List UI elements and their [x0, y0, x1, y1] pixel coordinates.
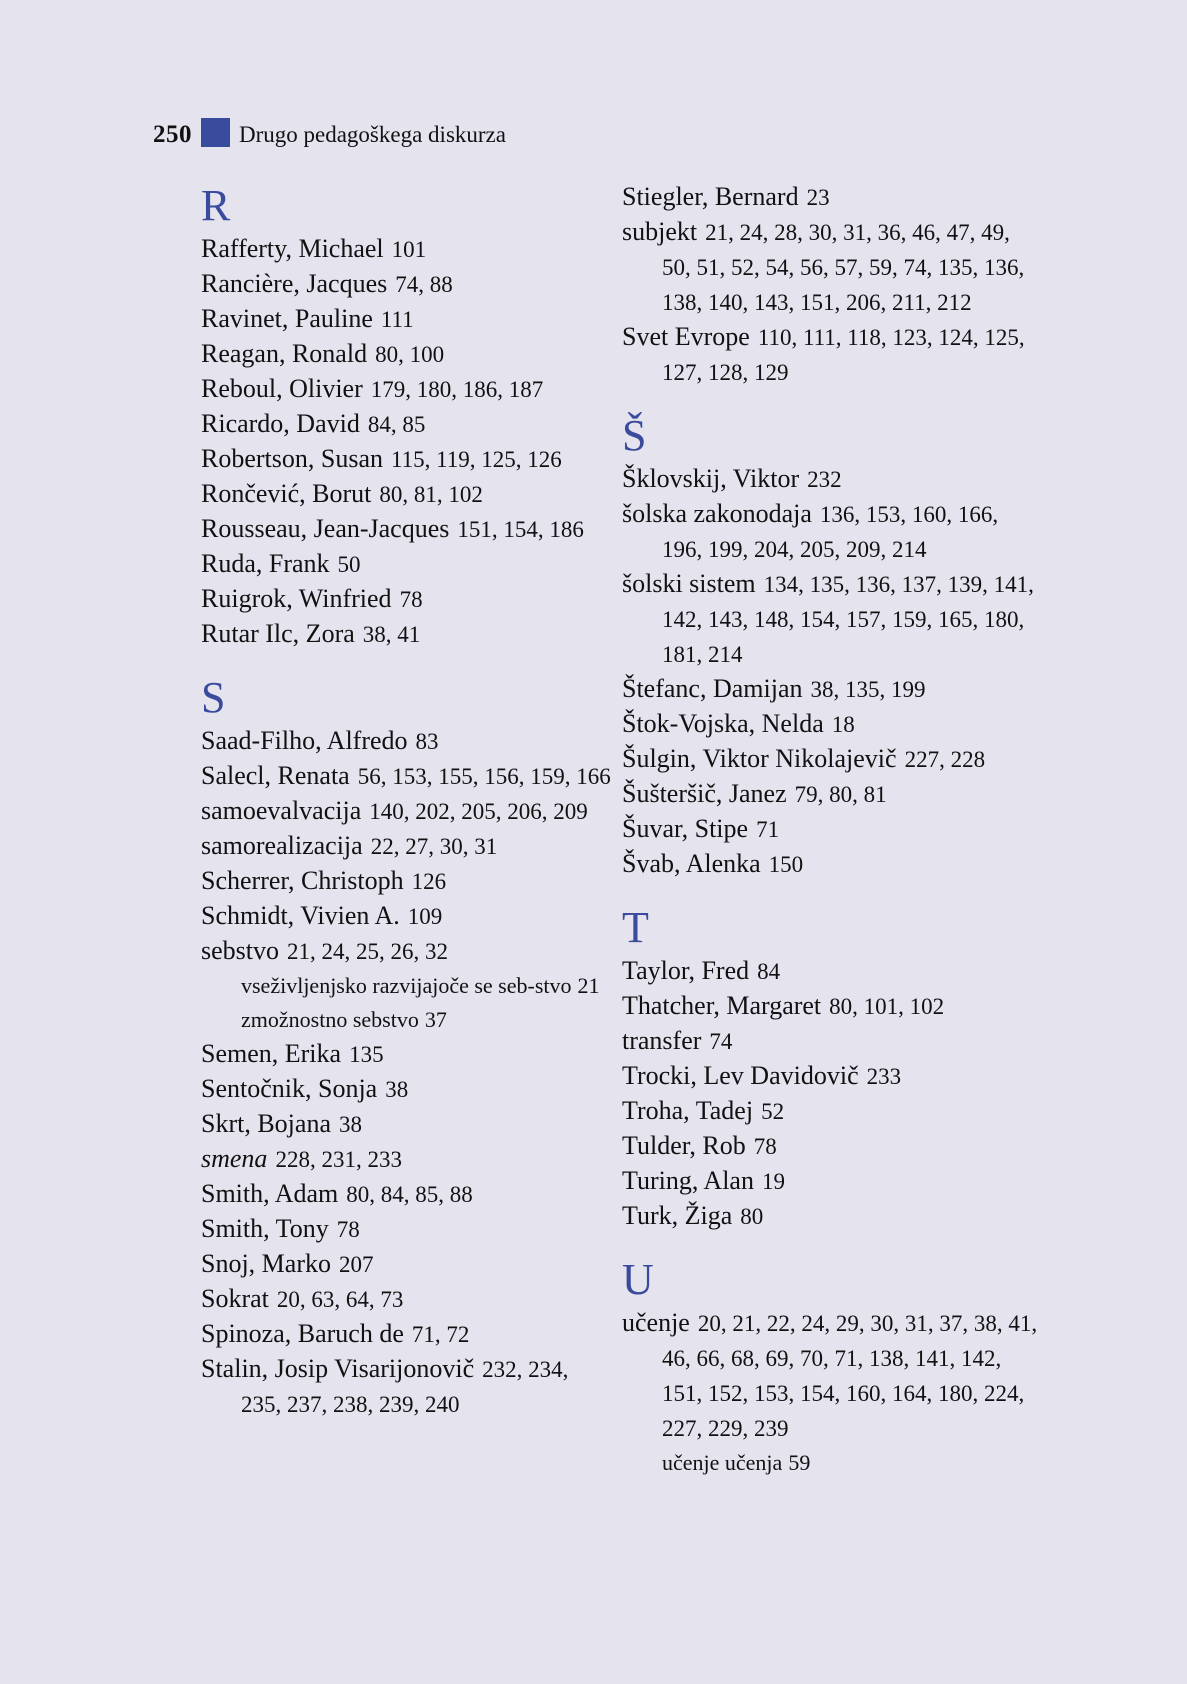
subentry-pages: 59	[788, 1450, 811, 1475]
entry-term: Stalin, Josip Visarijonovič	[201, 1354, 475, 1383]
entry-pages: 78	[336, 1217, 360, 1242]
index-left-column	[201, 180, 611, 1422]
index-entry	[201, 302, 611, 337]
index-entry	[622, 320, 1042, 390]
entry-term: smena	[201, 1144, 268, 1173]
entry-term: Štok-Vojska, Nelda	[622, 709, 824, 738]
subentry-term: učenje učenja	[662, 1450, 783, 1475]
index-subentry	[201, 1003, 611, 1037]
entry-pages: 232, 234, 235, 237, 238, 239, 240	[241, 1357, 569, 1417]
entry-pages: 21, 24, 25, 26, 32	[287, 939, 448, 964]
entry-pages: 20, 21, 22, 24, 29, 30, 31, 37, 38, 41, 46, 66, 68, 69, 70, 71, 138, 141, 142, 151, 152, 153, 154, 160, 164, 180, 224, 227, 229, 239	[662, 1311, 1038, 1441]
entry-pages: 207	[339, 1252, 374, 1277]
index-entry	[201, 617, 611, 652]
entry-term: Reagan, Ronald	[201, 339, 368, 368]
index-entry	[622, 1059, 1042, 1094]
entry-term: Švab, Alenka	[622, 849, 761, 878]
entry-pages: 115, 119, 125, 126	[391, 447, 562, 472]
entry-term: Saad-Filho, Alfredo	[201, 726, 408, 755]
entry-pages: 78	[753, 1134, 777, 1159]
entry-pages: 38	[385, 1077, 409, 1102]
index-entry	[201, 1352, 611, 1422]
index-entry	[622, 1199, 1042, 1234]
entry-term: Štefanc, Damijan	[622, 674, 803, 703]
entry-term: Turing, Alan	[622, 1166, 754, 1195]
entry-pages: 20, 63, 64, 73	[276, 1287, 404, 1312]
entry-term: šolski sistem	[622, 569, 756, 598]
index-entry	[201, 1212, 611, 1247]
entry-pages: 228, 231, 233	[275, 1147, 402, 1172]
index-entry	[201, 1177, 611, 1212]
entry-term: Smith, Adam	[201, 1179, 339, 1208]
entry-term: Šuvar, Stipe	[622, 814, 749, 843]
entry-pages: 83	[415, 729, 439, 754]
entry-pages: 101	[391, 237, 427, 262]
index-entry	[622, 1306, 1042, 1446]
index-entry	[201, 829, 611, 864]
entry-term: Taylor, Fred	[622, 956, 750, 985]
index-entry	[622, 777, 1042, 812]
index-entry	[622, 497, 1042, 567]
entry-term: Snoj, Marko	[201, 1249, 331, 1278]
entry-pages: 50	[337, 552, 361, 577]
index-entry	[201, 1247, 611, 1282]
entry-term: Sentočnik, Sonja	[201, 1074, 378, 1103]
index-entry	[201, 759, 611, 794]
entry-term: Ravinet, Pauline	[201, 304, 373, 333]
index-entry	[201, 407, 611, 442]
entry-pages: 79, 80, 81	[794, 782, 887, 807]
entry-pages: 80, 84, 85, 88	[346, 1182, 473, 1207]
index-entry	[622, 812, 1042, 847]
entry-term: Rancière, Jacques	[201, 269, 388, 298]
index-entry	[201, 794, 611, 829]
entry-term: subjekt	[622, 217, 698, 246]
entry-term: Spinoza, Baruch de	[201, 1319, 404, 1348]
entry-pages: 233	[866, 1064, 902, 1089]
entry-pages: 56, 153, 155, 156, 159, 166	[357, 764, 611, 789]
index-entry	[201, 232, 611, 267]
index-entry	[622, 954, 1042, 989]
section-letter: R	[201, 181, 231, 230]
entry-term: Tulder, Rob	[622, 1131, 746, 1160]
index-section	[622, 410, 1042, 882]
entry-term: šolska zakonodaja	[622, 499, 812, 528]
entry-pages: 19	[761, 1169, 785, 1194]
index-entry	[622, 672, 1042, 707]
index-entry	[201, 1142, 611, 1177]
entry-pages: 84	[757, 959, 781, 984]
index-subentry	[622, 1446, 1042, 1480]
index-entry	[622, 847, 1042, 882]
index-section	[622, 180, 1042, 390]
index-entry	[622, 215, 1042, 320]
entry-term: sebstvo	[201, 936, 279, 965]
entry-pages: 18	[831, 712, 855, 737]
index-entry	[622, 180, 1042, 215]
index-section	[622, 902, 1042, 1234]
entry-pages: 23	[806, 185, 830, 210]
index-entry	[201, 934, 611, 969]
entry-term: Reboul, Olivier	[201, 374, 363, 403]
index-entry	[201, 899, 611, 934]
index-right-column	[622, 180, 1042, 1480]
entry-pages: 21, 24, 28, 30, 31, 36, 46, 47, 49, 50, 51, 52, 54, 56, 57, 59, 74, 135, 136, 138, 140, 143, 151, 206, 211, 212	[662, 220, 1025, 315]
subentry-pages: 37	[424, 1007, 447, 1032]
entry-term: Troha, Tadej	[622, 1096, 754, 1125]
entry-term: samoevalvacija	[201, 796, 362, 825]
entry-pages: 80, 100	[375, 342, 445, 367]
page-number: 250	[153, 120, 192, 148]
entry-term: Trocki, Lev Davidovič	[622, 1061, 859, 1090]
index-section	[201, 672, 611, 1422]
index-entry	[622, 989, 1042, 1024]
index-entry	[201, 267, 611, 302]
entry-pages: 111	[380, 307, 414, 332]
entry-term: Ricardo, David	[201, 409, 360, 438]
entry-pages: 52	[761, 1099, 785, 1124]
entry-term: Rousseau, Jean-Jacques	[201, 514, 450, 543]
entry-term: Ruda, Frank	[201, 549, 330, 578]
entry-term: Šklovskij, Viktor	[622, 464, 800, 493]
index-entry	[201, 442, 611, 477]
entry-pages: 74	[709, 1029, 733, 1054]
entry-term: Rutar Ilc, Zora	[201, 619, 355, 648]
index-entry	[622, 1129, 1042, 1164]
subentry-pages: 21	[577, 973, 600, 998]
index-entry	[201, 547, 611, 582]
index-entry	[622, 742, 1042, 777]
section-letter: T	[622, 903, 649, 952]
entry-pages: 179, 180, 186, 187	[370, 377, 544, 402]
entry-pages: 134, 135, 136, 137, 139, 141, 142, 143, 148, 154, 157, 159, 165, 180, 181, 214	[662, 572, 1034, 667]
entry-pages: 110, 111, 118, 123, 124, 125, 127, 128, 129	[662, 325, 1025, 385]
entry-term: samorealizacija	[201, 831, 363, 860]
entry-pages: 38, 41	[362, 622, 421, 647]
index-entry	[201, 1107, 611, 1142]
entry-term: Scherrer, Christoph	[201, 866, 404, 895]
index-entry	[201, 864, 611, 899]
entry-pages: 136, 153, 160, 166, 196, 199, 204, 205, 209, 214	[662, 502, 999, 562]
entry-pages: 135	[349, 1042, 384, 1067]
entry-pages: 38, 135, 199	[810, 677, 926, 702]
index-entry	[201, 337, 611, 372]
section-letter: Š	[622, 411, 647, 460]
subentry-term: vseživljenjsko razvijajoče se seb-stvo	[241, 973, 572, 998]
index-entry	[622, 707, 1042, 742]
index-entry	[201, 1317, 611, 1352]
index-section	[622, 1254, 1042, 1480]
index-entry	[201, 582, 611, 617]
entry-pages: 22, 27, 30, 31	[370, 834, 498, 859]
entry-pages: 126	[411, 869, 447, 894]
entry-term: Šušteršič, Janez	[622, 779, 787, 808]
index-entry	[622, 1164, 1042, 1199]
entry-pages: 109	[407, 904, 443, 929]
entry-pages: 151, 154, 186	[457, 517, 584, 542]
running-header	[153, 118, 506, 151]
section-letter: S	[201, 673, 226, 722]
entry-pages: 150	[768, 852, 804, 877]
entry-term: Skrt, Bojana	[201, 1109, 331, 1138]
entry-pages: 71, 72	[411, 1322, 470, 1347]
index-entry	[622, 567, 1042, 672]
entry-term: učenje	[622, 1308, 690, 1337]
entry-term: Semen, Erika	[201, 1039, 342, 1068]
entry-term: Turk, Žiga	[622, 1201, 733, 1230]
entry-pages: 71	[756, 817, 780, 842]
entry-term: Rončević, Borut	[201, 479, 372, 508]
entry-pages: 38	[339, 1112, 362, 1137]
entry-term: Sokrat	[201, 1284, 269, 1313]
entry-pages: 80	[740, 1204, 764, 1229]
entry-pages: 80, 81, 102	[379, 482, 483, 507]
entry-pages: 84, 85	[367, 412, 426, 437]
index-entry	[622, 1024, 1042, 1059]
index-entry	[622, 1094, 1042, 1129]
section-letter: U	[622, 1255, 654, 1304]
index-entry	[201, 1282, 611, 1317]
index-entry	[622, 462, 1042, 497]
entry-term: Salecl, Renata	[201, 761, 350, 790]
entry-term: Svet Evrope	[622, 322, 750, 351]
entry-pages: 78	[399, 587, 423, 612]
index-entry	[201, 1037, 611, 1072]
book-title: Drugo pedagoškega diskurza	[239, 121, 506, 147]
entry-pages: 227, 228	[904, 747, 986, 772]
entry-term: Robertson, Susan	[201, 444, 383, 473]
index-entry	[201, 724, 611, 759]
index-section	[201, 180, 611, 652]
entry-term: transfer	[622, 1026, 702, 1055]
entry-term: Ruigrok, Winfried	[201, 584, 392, 613]
entry-pages: 232	[807, 467, 842, 492]
entry-term: Šulgin, Viktor Nikolajevič	[622, 744, 897, 773]
subentry-term: zmožnostno sebstvo	[241, 1007, 419, 1032]
entry-pages: 140, 202, 205, 206, 209	[369, 799, 588, 824]
index-subentry	[201, 969, 611, 1003]
entry-term: Rafferty, Michael	[201, 234, 384, 263]
entry-term: Thatcher, Margaret	[622, 991, 822, 1020]
index-entry	[201, 512, 611, 547]
index-entry	[201, 1072, 611, 1107]
entry-term: Smith, Tony	[201, 1214, 329, 1243]
entry-term: Stiegler, Bernard	[622, 182, 799, 211]
entry-pages: 80, 101, 102	[829, 994, 945, 1019]
entry-term: Schmidt, Vivien A.	[201, 901, 400, 930]
index-entry	[201, 477, 611, 512]
entry-pages: 74, 88	[395, 272, 453, 297]
index-entry	[201, 372, 611, 407]
header-square-ornament	[201, 118, 230, 147]
